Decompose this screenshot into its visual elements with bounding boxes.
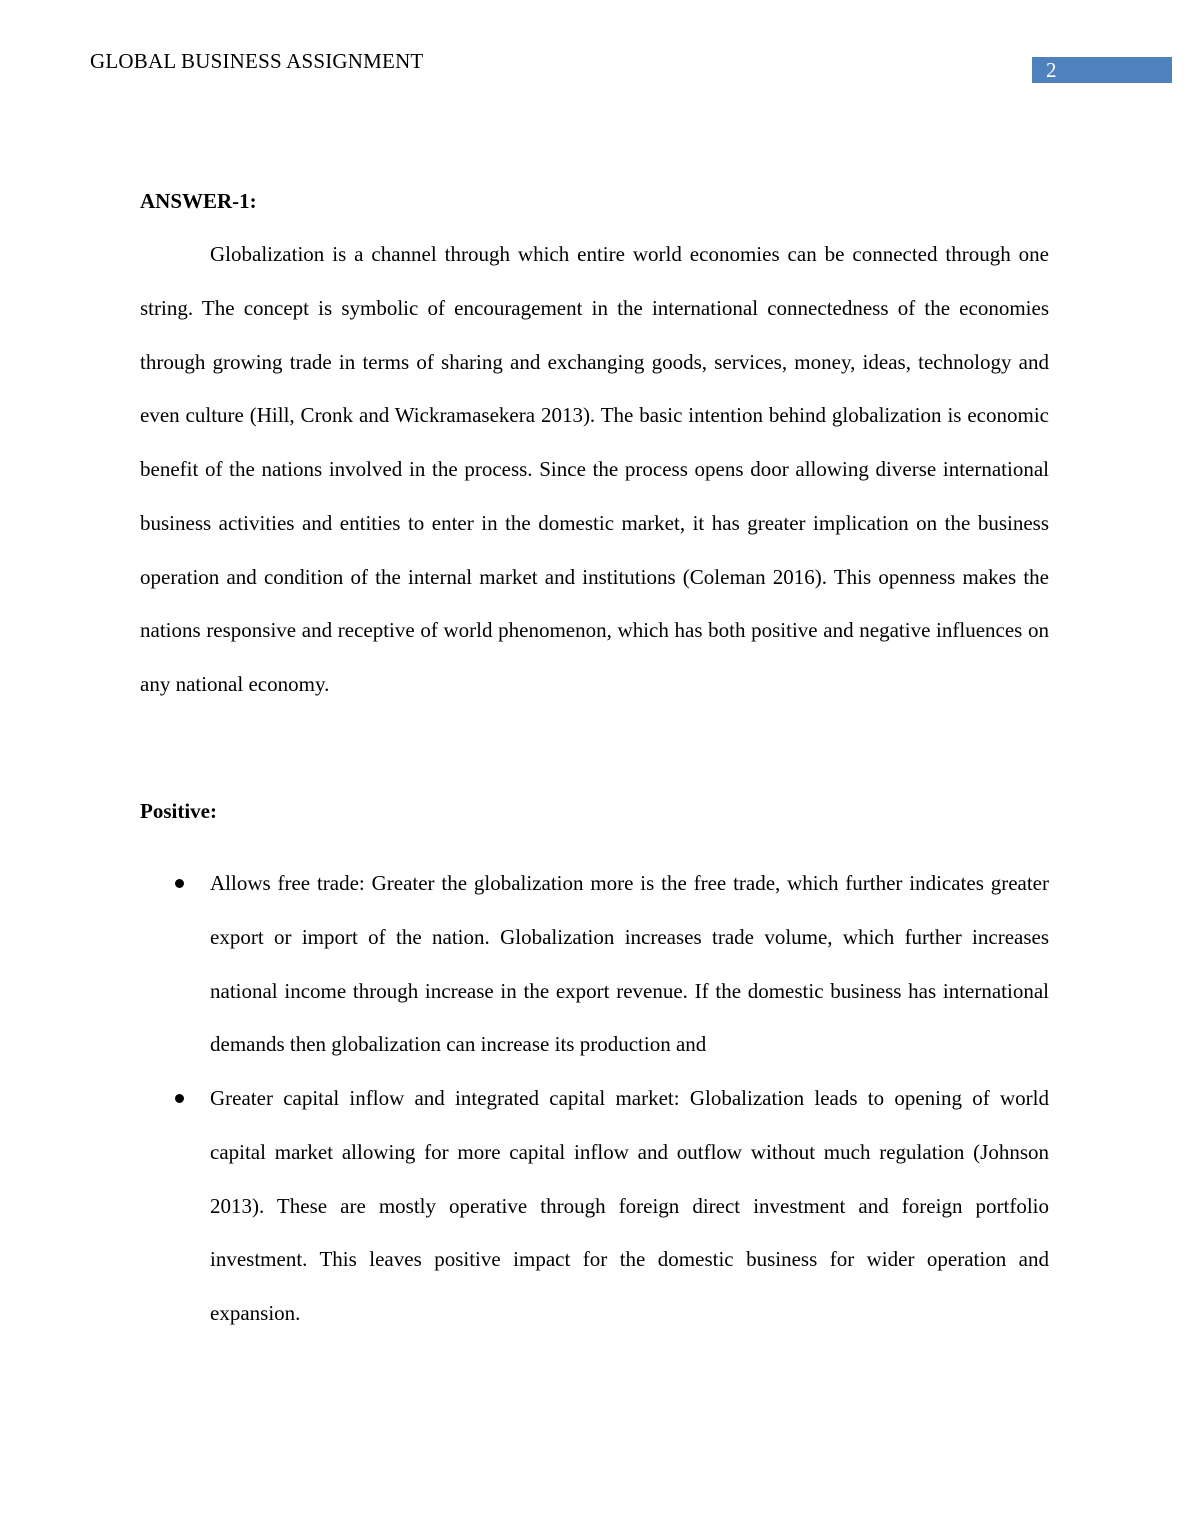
page-number: 2: [1046, 58, 1057, 82]
bullet-icon: [175, 879, 184, 888]
list-item: [140, 857, 1049, 1072]
header-title: GLOBAL BUSINESS ASSIGNMENT: [90, 49, 424, 73]
positive-heading: Positive:: [140, 799, 217, 823]
bullet-icon: [175, 1094, 184, 1103]
list-item: [140, 1072, 1049, 1341]
list-item-text: Allows free trade: Greater the globalization more is the free trade, which further indicates greater export or import of the nation. Globalization increases trade volume, which further increases national income through increase in the export revenue. If the domestic business has international demands then globalization can increase its production and: [210, 871, 1049, 1057]
page-number-badge: [1032, 57, 1172, 83]
intro-paragraph: Globalization is a channel through which entire world economies can be connected through one string. The concept is symbolic of encouragement in the international connectedness of the economies through growing trade in terms of sharing and exchanging goods, services, money, ideas, technology and even culture (Hill, Cronk and Wickramasekera 2013). The basic intention behind globalization is economic benefit of the nations involved in the process. Since the process opens door allowing diverse international business activities and entities to enter in the domestic market, it has greater implication on the business operation and condition of the internal market and institutions (Coleman 2016). This openness makes the nations responsive and receptive of world phenomenon, which has both positive and negative influences on any national economy.: [140, 242, 1049, 696]
list-item-text: Greater capital inflow and integrated capital market: Globalization leads to opening of world capital market allowing for more capital inflow and outflow without much regulation (Johnson 2013). These are mostly operative through foreign direct investment and foreign portfolio investment. This leaves positive impact for the domestic business for wider operation and expansion.: [210, 1086, 1049, 1325]
positive-list: [140, 857, 1049, 1341]
answer-heading: ANSWER-1:: [140, 189, 257, 213]
